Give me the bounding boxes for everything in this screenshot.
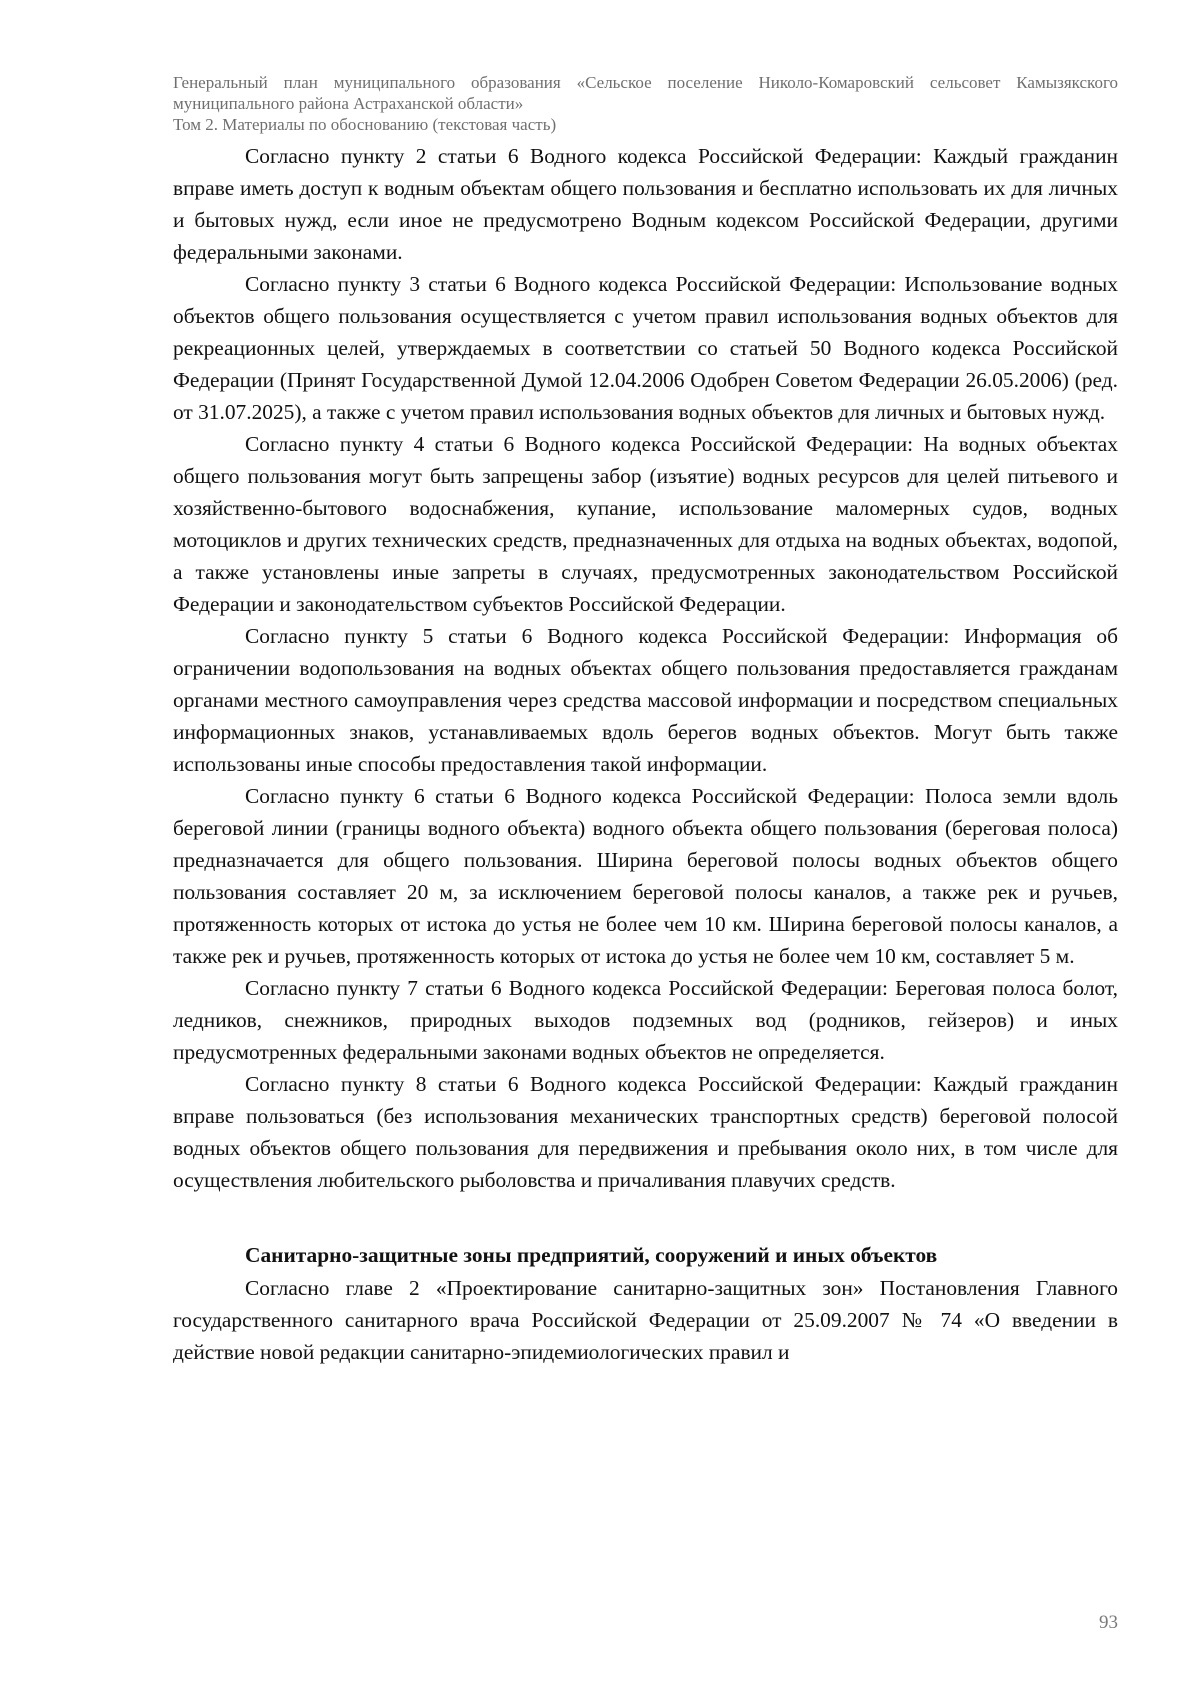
page-number: 93 <box>1099 1612 1118 1633</box>
paragraph-item-7: Согласно пункту 7 статьи 6 Водного кодекса Российской Федерации: Береговая полоса болот, ледников, снежников, природных выходов подземных вод (родников, гейзеров) и иных предусмотренных федеральными законами водных объектов не определяется. <box>173 976 1118 1064</box>
running-header <box>173 72 1118 135</box>
paragraph-item-3: Согласно пункту 3 статьи 6 Водного кодекса Российской Федерации: Использование водных объектов общего пользования осуществляется с учетом правил использования водных объектов для рекреационных целей, утверждаемых в соответствии со статьей 50 Водного кодекса Российской Федерации (Принят Государственной Думой 12.04.2006 Одобрен Советом Федерации 26.05.2006) (ред. от 31.07.2025), а также с учетом правил использования водных объектов для личных и бытовых нужд. <box>173 272 1118 424</box>
paragraph-item-5: Согласно пункту 5 статьи 6 Водного кодекса Российской Федерации: Информация об ограничении водопользования на водных объектах общего пользования предоставляется гражданам органами местного самоуправления через средства массовой информации и посредством специальных информационных знаков, устанавливаемых вдоль берегов водных объектов. Могут быть также использованы иные способы предоставления такой информации. <box>173 624 1118 776</box>
section-heading: Санитарно-защитные зоны предприятий, сооружений и иных объектов <box>245 1243 938 1267</box>
section-paragraph: Согласно главе 2 «Проектирование санитарно-защитных зон» Постановления Главного государственного санитарного врача Российской Федерации от 25.09.2007 № 74 «О введении в действие новой редакции санитарно-эпидемиологических правил и <box>173 1276 1118 1364</box>
paragraph-item-2: Согласно пункту 2 статьи 6 Водного кодекса Российской Федерации: Каждый гражданин вправе иметь доступ к водным объектам общего пользования и бесплатно использовать их для личных и бытовых нужд, если иное не предусмотрено Водным кодексом Российской Федерации, другими федеральными законами. <box>173 144 1118 264</box>
header-document-title: Генеральный план муниципального образования «Сельское поселение Николо-Комаровский сельсовет Камызякского муниципального района Астраханской области» <box>173 73 1118 113</box>
paragraph-item-4: Согласно пункту 4 статьи 6 Водного кодекса Российской Федерации: На водных объектах общего пользования могут быть запрещены забор (изъятие) водных ресурсов для целей питьевого и хозяйственно-бытового водоснабжения, купание, использование маломерных судов, водных мотоциклов и других технических средств, предназначенных для отдыха на водных объектах, водопой, а также установлены иные запреты в случаях, предусмотренных законодательством Российской Федерации и законодательством субъектов Российской Федерации. <box>173 432 1118 616</box>
body-text <box>173 140 1118 1368</box>
paragraph-item-6: Согласно пункту 6 статьи 6 Водного кодекса Российской Федерации: Полоса земли вдоль береговой линии (границы водного объекта) водного объекта общего пользования (береговая полоса) предназначается для общего пользования. Ширина береговой полосы водных объектов общего пользования составляет 20 м, за исключением береговой полосы каналов, а также рек и ручьев, протяженность которых от истока до устья не более чем 10 км. Ширина береговой полосы каналов, а также рек и ручьев, протяженность которых от истока до устья не более чем 10 км, составляет 5 м. <box>173 784 1118 968</box>
paragraph-item-8: Согласно пункту 8 статьи 6 Водного кодекса Российской Федерации: Каждый гражданин вправе пользоваться (без использования механических транспортных средств) береговой полосой водных объектов общего пользования для передвижения и пребывания около них, в том числе для осуществления любительского рыболовства и причаливания плавучих средств. <box>173 1072 1118 1192</box>
header-volume-title: Том 2. Материалы по обоснованию (текстовая часть) <box>173 115 557 134</box>
